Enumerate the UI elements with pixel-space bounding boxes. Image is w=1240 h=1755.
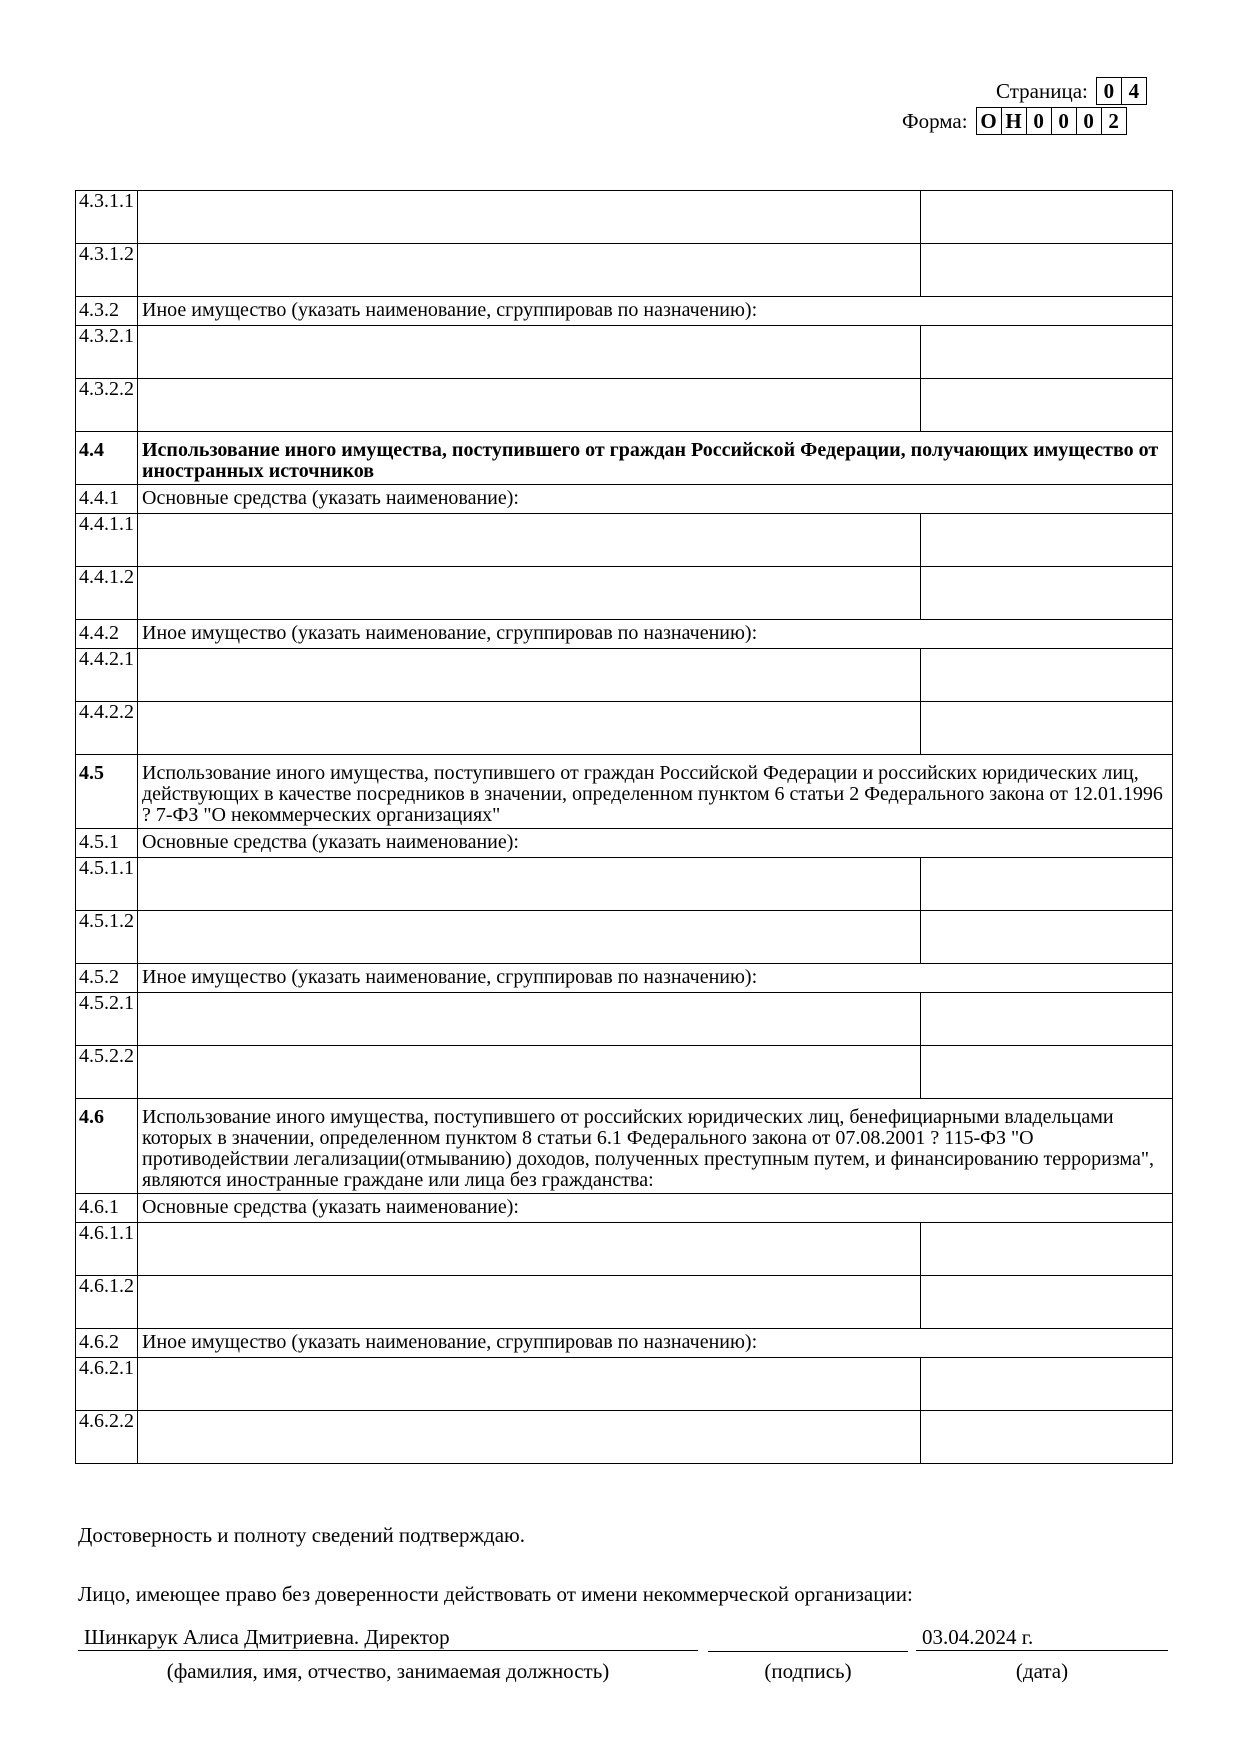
item-name-cell[interactable] — [138, 1411, 921, 1464]
item-name-cell[interactable] — [138, 911, 921, 964]
item-name-cell[interactable] — [138, 858, 921, 911]
table-row — [76, 1223, 1173, 1276]
form-char-cell: О — [977, 107, 1002, 135]
table-row — [76, 829, 1173, 858]
item-value-cell[interactable] — [921, 993, 1173, 1046]
item-name-cell[interactable] — [138, 993, 921, 1046]
table-row — [76, 485, 1173, 514]
form-code-cells — [976, 107, 1127, 135]
property-usage-table-body — [76, 191, 1173, 1464]
form-char-cell: 0 — [1027, 107, 1052, 135]
item-value-cell[interactable] — [921, 1046, 1173, 1099]
table-row — [76, 1411, 1173, 1464]
page-number-cells — [1096, 77, 1147, 105]
row-number: 4.6.2.2 — [76, 1411, 138, 1464]
item-value-cell[interactable] — [921, 702, 1173, 755]
authorized-person-statement: Лицо, имеющее право без доверенности действовать от имени некоммерческой организации: — [78, 1582, 913, 1606]
item-value-cell[interactable] — [921, 911, 1173, 964]
subsection-label: Основные средства (указать наименование): — [138, 1194, 1173, 1223]
table-row — [76, 620, 1173, 649]
section-label: Использование иного имущества, поступившего от российских юридических лиц, бенефициарными владельцами которых в значении, определенном пунктом 8 статьи 6.1 Федерального закона от 07.08.2001 ? 115-ФЗ "О противодействии легализации(отмыванию) доходов, полученных преступным путем, и финансированию терроризма", являются иностранные граждане или лица без гражданства: — [138, 1099, 1173, 1194]
subsection-label: Иное имущество (указать наименование, сгруппировав по назначению): — [138, 620, 1173, 649]
item-value-cell[interactable] — [921, 191, 1173, 244]
section-label: Использование иного имущества, поступившего от граждан Российской Федерации и российских юридических лиц, действующих в качестве посредников в значении, определенном пунктом 6 статьи 2 Федерального закона от 12.01.1996 ? 7-ФЗ "О некоммерческих организациях" — [138, 755, 1173, 829]
row-number: 4.5.1.1 — [76, 858, 138, 911]
property-usage-table — [75, 190, 1173, 1464]
item-name-cell[interactable] — [138, 514, 921, 567]
form-code-row — [902, 107, 1127, 135]
row-number: 4.4.2.2 — [76, 702, 138, 755]
subsection-label: Иное имущество (указать наименование, сгруппировав по назначению): — [138, 297, 1173, 326]
table-row — [76, 993, 1173, 1046]
item-name-cell[interactable] — [138, 1358, 921, 1411]
row-number: 4.4.2.1 — [76, 649, 138, 702]
row-number: 4.5.2 — [76, 964, 138, 993]
subsection-label: Иное имущество (указать наименование, сгруппировав по назначению): — [138, 964, 1173, 993]
item-name-cell[interactable] — [138, 244, 921, 297]
table-row — [76, 379, 1173, 432]
table-row — [76, 1099, 1173, 1194]
subsection-label: Основные средства (указать наименование): — [138, 829, 1173, 858]
item-value-cell[interactable] — [921, 379, 1173, 432]
subsection-label: Иное имущество (указать наименование, сгруппировав по назначению): — [138, 1329, 1173, 1358]
row-number: 4.5.1 — [76, 829, 138, 858]
table-row — [76, 244, 1173, 297]
item-value-cell[interactable] — [921, 1411, 1173, 1464]
table-row — [76, 297, 1173, 326]
form-label: Форма: — [902, 109, 968, 133]
item-name-cell[interactable] — [138, 191, 921, 244]
table-row — [76, 1194, 1173, 1223]
table-row — [76, 649, 1173, 702]
item-value-cell[interactable] — [921, 1223, 1173, 1276]
row-number: 4.6 — [76, 1099, 138, 1194]
row-number: 4.6.2.1 — [76, 1358, 138, 1411]
item-value-cell[interactable] — [921, 514, 1173, 567]
item-value-cell[interactable] — [921, 567, 1173, 620]
item-value-cell[interactable] — [921, 1276, 1173, 1329]
table-row — [76, 326, 1173, 379]
form-char-cell: 2 — [1102, 107, 1127, 135]
item-name-cell[interactable] — [138, 1046, 921, 1099]
row-number: 4.3.2.2 — [76, 379, 138, 432]
table-row — [76, 432, 1173, 485]
signature-field[interactable] — [708, 1623, 908, 1652]
row-number: 4.6.2 — [76, 1329, 138, 1358]
row-number: 4.3.1.2 — [76, 244, 138, 297]
page-digit-cell: 0 — [1097, 77, 1122, 105]
row-number: 4.5.2.1 — [76, 993, 138, 1046]
row-number: 4.4.1 — [76, 485, 138, 514]
form-char-cell: Н — [1002, 107, 1027, 135]
item-value-cell[interactable] — [921, 244, 1173, 297]
row-number: 4.5 — [76, 755, 138, 829]
subsection-label: Основные средства (указать наименование): — [138, 485, 1173, 514]
table-row — [76, 1276, 1173, 1329]
form-char-cell: 0 — [1077, 107, 1102, 135]
item-name-cell[interactable] — [138, 326, 921, 379]
row-number: 4.4.1.1 — [76, 514, 138, 567]
item-value-cell[interactable] — [921, 858, 1173, 911]
table-row — [76, 911, 1173, 964]
item-value-cell[interactable] — [921, 649, 1173, 702]
row-number: 4.6.1 — [76, 1194, 138, 1223]
row-number: 4.4.1.2 — [76, 567, 138, 620]
item-name-cell[interactable] — [138, 702, 921, 755]
row-number: 4.6.1.1 — [76, 1223, 138, 1276]
page-number-row — [996, 77, 1147, 105]
table-row — [76, 1358, 1173, 1411]
section-label: Использование иного имущества, поступившего от граждан Российской Федерации, получающих имущество от иностранных источников — [138, 432, 1173, 485]
table-row — [76, 191, 1173, 244]
row-number: 4.4.2 — [76, 620, 138, 649]
page-digit-cell: 4 — [1122, 77, 1147, 105]
date-caption: (дата) — [1015, 1659, 1069, 1683]
item-name-cell[interactable] — [138, 649, 921, 702]
row-number: 4.4 — [76, 432, 138, 485]
date-field[interactable]: 03.04.2024 г. — [916, 1623, 1168, 1651]
row-number: 4.6.1.2 — [76, 1276, 138, 1329]
item-name-cell[interactable] — [138, 1223, 921, 1276]
signer-name-caption: (фамилия, имя, отчество, занимаемая должность) — [166, 1659, 610, 1683]
item-name-cell[interactable] — [138, 1276, 921, 1329]
table-row — [76, 755, 1173, 829]
table-row — [76, 514, 1173, 567]
row-number: 4.5.1.2 — [76, 911, 138, 964]
item-value-cell[interactable] — [921, 326, 1173, 379]
table-row — [76, 1329, 1173, 1358]
form-char-cell: 0 — [1052, 107, 1077, 135]
row-number: 4.3.2 — [76, 297, 138, 326]
row-number: 4.3.1.1 — [76, 191, 138, 244]
item-name-cell[interactable] — [138, 379, 921, 432]
table-row — [76, 964, 1173, 993]
table-row — [76, 567, 1173, 620]
item-name-cell[interactable] — [138, 567, 921, 620]
signature-caption: (подпись) — [764, 1659, 852, 1683]
table-row — [76, 858, 1173, 911]
row-number: 4.5.2.2 — [76, 1046, 138, 1099]
page-label: Страница: — [996, 79, 1088, 103]
signer-name-field[interactable]: Шинкарук Алиса Дмитриевна. Директор — [78, 1623, 698, 1651]
row-number: 4.3.2.1 — [76, 326, 138, 379]
table-row — [76, 1046, 1173, 1099]
item-value-cell[interactable] — [921, 1358, 1173, 1411]
table-row — [76, 702, 1173, 755]
confirmation-statement: Достоверность и полноту сведений подтверждаю. — [78, 1523, 525, 1547]
